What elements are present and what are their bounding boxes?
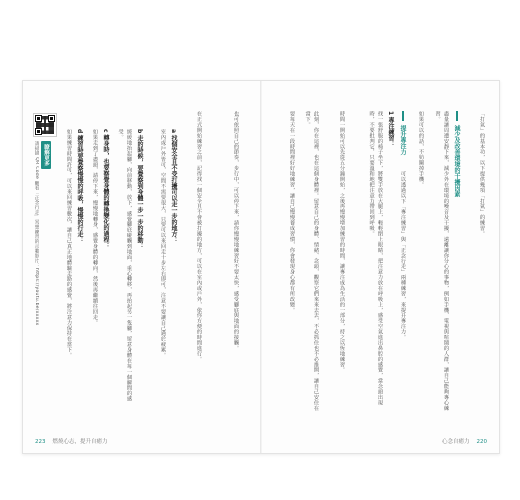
quote-line: 「打氣」的基本功，以下提供幾項「打氣」的練習。 (479, 111, 485, 237)
instruction-paragraph: 在正式開始練習之前，記得找一個安全且不會被打擾的地方，可以在室內或戶外，依你方便的時間進行。 (196, 111, 202, 362)
intro-paragraph: 也可依照自己的節奏，步行中，可以停下來，請你慢慢地練習好不要太快，感受腳底與地面的接觸。 (233, 111, 239, 351)
section2-text: 可以透過以下「專注練習」與「正念行走」兩種練習，來提升專注力。 (400, 171, 406, 340)
right-running-title: 心念自癒力 (441, 439, 470, 445)
section1-title: 減少及改善環境的干擾因素 (453, 125, 460, 197)
right-page-number: 220 (476, 439, 487, 445)
step-b-text: 緩緩地抬起腳，向前移動，放下，感覺腳底碰觸到地面，重心轉移，再抬起另一隻腳，留意身體在每一個瞬間的感受。 (117, 129, 132, 402)
book-spread (22, 80, 500, 454)
left-intro-text (206, 111, 240, 411)
left-page (23, 81, 260, 453)
step-a-title: a 找個安全且不受打擾可以走一步的地方： (170, 129, 177, 244)
left-running-title: 燃燒心志，提升自癒力 (52, 439, 108, 445)
item1-text: 找一張舒服的椅子坐下，將雙手放在大腿上，輕輕閉上眼睛，把注意力放在呼吸上，感受空氣進出鼻腔的感覺，當念頭出現時，不要批判它，只要溫和地把注意力帶回到呼吸。 (368, 111, 383, 406)
left-footer (35, 437, 108, 445)
step-d-title: d 練習時要覺察慢慢的呼吸，慢慢的行走： (76, 129, 83, 244)
qr-caption: 請掃描 QR Code 觀看「正念行走」冥想練習的示範影片：https://youtu.be/xxxxx (34, 141, 39, 326)
right-page (262, 81, 499, 453)
right-footer (442, 437, 487, 445)
section2-title: 提升專注力 (399, 125, 406, 155)
qr-code-icon[interactable] (33, 113, 57, 137)
item2-text2: 要每天在一段時間裡好好地練習，讓自己慢慢養成習慣，你會發現身心都有所改變。 (289, 111, 295, 313)
left-instruction-text (181, 111, 203, 411)
step-d-text: 如果練習時間許可，可以來回練習數次，讓自己真正地體驗走路的感覺，將注意力保持在當下。 (66, 129, 72, 358)
item2-text: 此刻，你在這裡，也在這個身體裡。留意自己的身體、情緒、念頭，觀察它們來來去去，不必抓住也不必推開，讓自己安住在當下。 (304, 111, 319, 411)
section1-bar-icon (456, 111, 458, 121)
section2-bar-icon (402, 111, 404, 121)
left-page-number: 223 (35, 439, 46, 445)
section1-text: 盡量讓周遭安靜下來，減少外在環境的噪音及干擾，遠離讓你分心的事物，例如手機、電視與喧鬧的人群，讓自己能夠專心練習。 (434, 111, 449, 411)
step-c-title: c 轉身時，也要察覺身體的轉換變化的過程： (102, 129, 109, 249)
learn-more-badge: 瞭解更多 (41, 141, 51, 169)
step-a-text: 室內或戶外皆可，空間不需要很大，只要可以來回走十步左右即可，注意不要讓自己過於疲累。 (160, 129, 166, 358)
step-b-title: b 走的時候，要覺察到身體一步一步的移動： (136, 129, 143, 250)
item1-text2: 時間一開始可以先從五分鐘開始，之後再慢慢增加練習的時間，讓專注成為生活的一部分，持之以恆地練習。 (339, 111, 345, 373)
step-c-text: 如果走到了盡頭，請停下來，慢慢地轉身，感覺身體的轉向，然後再繼續往回走。 (92, 129, 98, 326)
section1-text2: 如果可以的話，不妨關掉手機。 (418, 111, 424, 188)
item1-label: 1 專注練習： (387, 111, 394, 148)
